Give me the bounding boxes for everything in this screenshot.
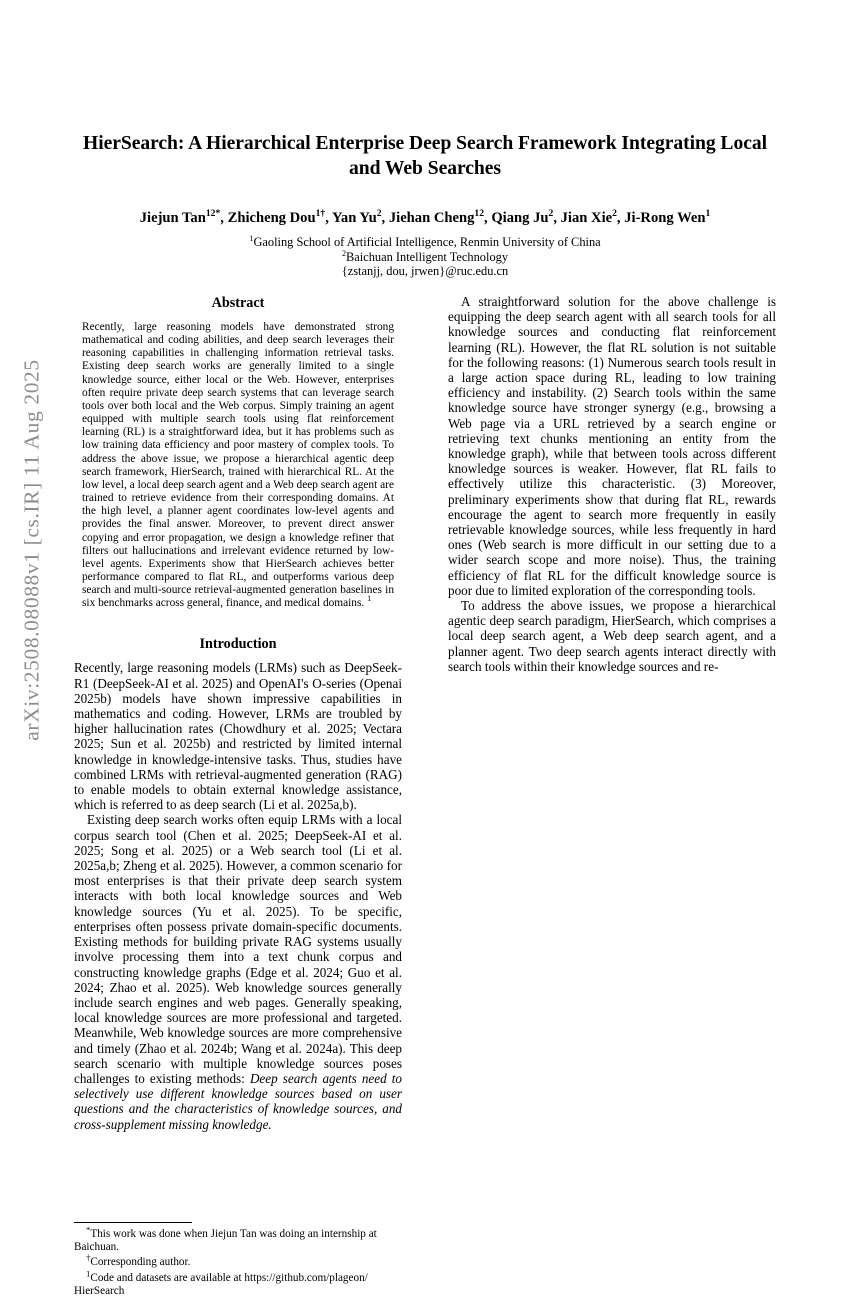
abstract-heading: Abstract xyxy=(211,295,265,311)
page-title: HierSearch: A Hierarchical Enterprise Deep Search Framework Integrating Local and Web Searches xyxy=(83,133,767,179)
affiliation-line: $^1$Gaoling School of Artificial Intelligence, Renmin University of China xyxy=(249,233,601,249)
footnote-rule xyxy=(74,1222,192,1223)
paper-page xyxy=(74,0,776,1297)
footnote-dagger: †Corresponding author. xyxy=(86,1252,191,1269)
footnote-asterisk: *This work was done when Jiejun Tan was doing an internship at Baichuan. xyxy=(74,1224,377,1254)
footnote-block xyxy=(74,1222,402,1298)
arxiv-identifier-text: arXiv:2508.08088v1 [cs.IR] 11 Aug 2025 xyxy=(19,359,44,741)
abstract-section xyxy=(74,294,402,610)
affiliation-block xyxy=(74,227,776,279)
right-column xyxy=(448,294,776,674)
intro-paragraph-4: To address the above issues, we propose a hierarchical agentic deep search paradigm, HierSearch, which comprises a local deep search agent, a Web deep search agent, and a planner agent. Two deep search agents interact directly with search tools within their knowledge sources and re- xyxy=(448,598,776,674)
footnote-code-link: $^1$Code and datasets are available at https://github.com/plageon/ HierSearch xyxy=(74,1267,368,1297)
contact-email-line: {zstanjj, dou, jrwen}@ruc.edu.cn xyxy=(341,264,509,279)
intro-paragraph-2-left-part: Existing deep search works often equip LRMs with a local corpus search tool (Chen et al. 2025; DeepSeek-AI et al. 2025; Song et al. 2025) or a Web search tool (Li et al. 2025a,b; Zheng et al. 2025). However, a common scenario for most enterprises is that their private deep search system interacts with both local knowledge sources and Web knowledge sources (Yu et al. 2025). To be specific, enterprises often possess private domain-specific documents. Existing methods for building private RAG systems usually involve processing them into a text chunk corpus and constructing knowledge graphs (Edge et al. 2024; Guo et al. 2024; Zhao et al. 2025). Web knowledge sources generally include search engines and web pages. Generally speaking, local knowledge sources are more professional and targeted. Meanwhile, Web knowledge sources are more comprehensive and timely (Zhao et al. 2024b; Wang et al. 2024a). This deep search scenario with multiple knowledge sources poses challenges to existing methods: Deep search agents need to selectively use different knowledge sources based on user questions and the characteristics of knowledge sources, and cross-supplement missing knowledge. xyxy=(74,812,402,1132)
intro-paragraph-3: A straightforward solution for the above challenge is equipping the deep search agent with all search tools for all knowledge sources and conducting flat reinforcement learning (RL). However, the flat RL solution is not suitable for the following reasons: (1) Numerous search tools result in a large action space during RL, leading to low training efficiency and instability. (2) Search tools within the same knowledge source have stronger synergy (e.g., browsing a Web page via a URL retrieved by a search engine or retrieving text chunks mentioning an entity from the knowledge graph), while that between tools across different knowledge sources is weaker. However, flat RL fails to effectively utilize this characteristic. (3) Moreover, preliminary experiments show that during flat RL, rewards encourage the agent to search more frequently in easily retrievable knowledge sources, while less frequently in hard ones (Web search is more difficult in our setting due to a wider search scope and more noise). Thus, the training efficiency of flat RL for the difficult knowledge source is poor due to limited exploration of the corresponding tools. xyxy=(448,294,776,598)
author-list: Jiejun Tan$^{12*}$, Zhicheng Dou$^{1\dagger}$, Yan Yu$^2$, Jiehan Cheng$^{12}$, Qiang Ju$^2$, Jian Xie$^2$, Ji-Rong Wen$^1$ xyxy=(139,208,711,226)
abstract-text: Recently, large reasoning models have demonstrated strong mathematical and coding abilities, and deep search leverages their reasoning capabilities in challenging information retrieval tasks. Existing deep search works are generally limited to a single knowledge source, either local or the Web. However, enterprises often require private deep search systems that can leverage search tools over both local and the Web corpus. Simply training an agent equipped with multiple search tools using flat reinforcement learning (RL) is a straightforward idea, but it has problems such as low training data efficiency and poor mastery of complex tools. To address the above issue, we propose a hierarchical agentic deep search framework, HierSearch, trained with hierarchical RL. At the low level, a local deep search agent and a Web deep search agent are trained to retrieve evidence from their corresponding domains. At the high level, a planner agent coordinates low-level agents and provides the final answer. Moreover, to prevent direct answer copying and error propagation, we design a knowledge refiner that filters out hallucinations and irrelevant evidence returned by low-level agents. Experiments show that HierSearch achieves better performance compared to flat RL, and outperforms various deep search and multi-source retrieval-augmented generation baselines in six benchmarks across general, finance, and medical domains. $^1$ xyxy=(82,321,394,610)
left-column xyxy=(74,294,402,1297)
two-column-body xyxy=(74,294,776,1297)
introduction-heading: Introduction xyxy=(199,636,277,653)
intro-paragraph-1: Recently, large reasoning models (LRMs) such as DeepSeek-R1 (DeepSeek-AI et al. 2025) and OpenAI's O-series (Openai 2025b) models have shown impressive capabilities in mathematics and coding. However, LRMs are troubled by higher hallucination rates (Chowdhury et al. 2025; Vectara 2025; Sun et al. 2025b) and restricted by limited internal knowledge in knowledge-intensive tasks. Thus, studies have combined LRMs with retrieval-augmented generation (RAG) to enable models to obtain external knowledge assistance, which is referred to as deep search (Li et al. 2025a,b). xyxy=(74,660,402,813)
arxiv-stamp xyxy=(0,0,64,1100)
affiliation-line: $^2$Baichuan Intelligent Technology xyxy=(341,248,509,264)
